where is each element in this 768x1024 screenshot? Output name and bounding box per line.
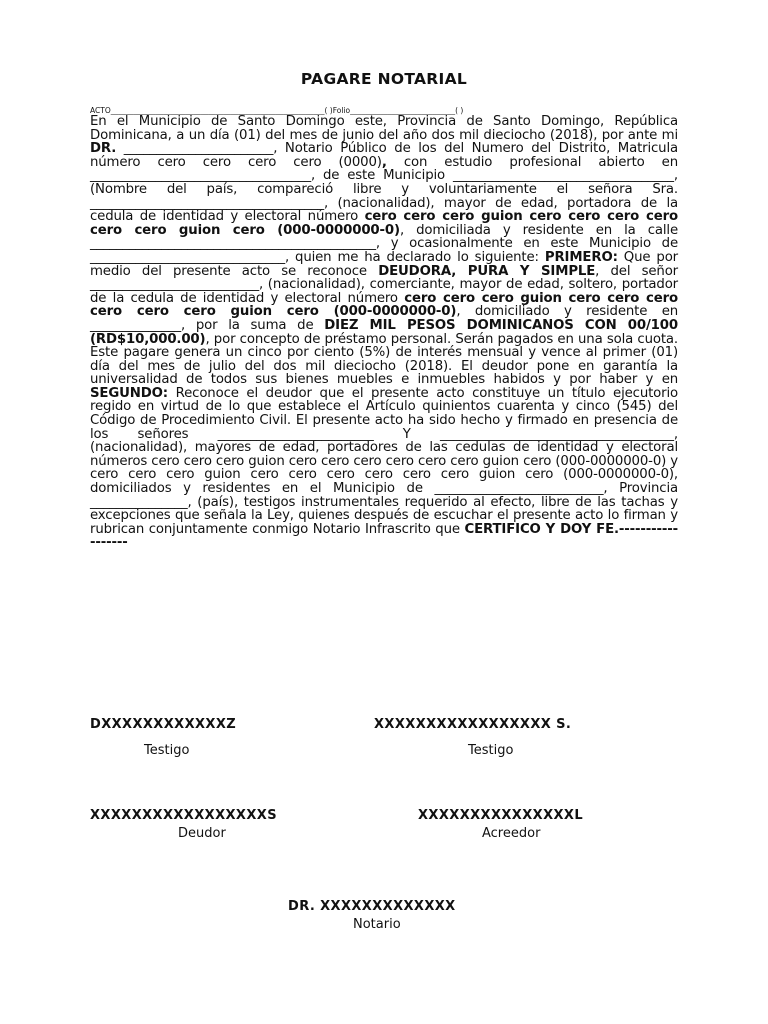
signature-witness-2 [374, 717, 572, 758]
notary-name: DR. XXXXXXXXXXXXX [288, 899, 456, 914]
notary-role: Notario [353, 917, 401, 932]
debtor-role: Deudor [178, 826, 226, 841]
signature-witness-1 [90, 717, 237, 758]
debtor-name: XXXXXXXXXXXXXXXXXS [90, 808, 277, 823]
witness-1-name: DXXXXXXXXXXXXZ [90, 717, 237, 732]
signature-debtor [90, 808, 277, 841]
document-body [90, 115, 678, 550]
creditor-role: Acreedor [482, 826, 541, 841]
signature-creditor [418, 808, 584, 841]
witness-1-role: Testigo [144, 743, 190, 758]
body-paragraph: En el Municipio de Santo Domingo este, Provincia de Santo Domingo, República Dominicana, a un día (01) del mes de junio del año dos mil dieciocho (2018), por ante mi DR. _______________________, Notario Público de los del Numero del Distrito, Matricula número cero cero cero cero (0000), con estudio profesional abierto en __________________________________, de este Municipio __________________________________, (Nombre del país, compareció libre y voluntariamente el señora Sra. ____________________________________, (nacionalidad), mayor de edad, portadora de la cedula de identidad y electoral número cero cero cero guion cero cero cero cero cero cero guion cero (000-0000000-0), domiciliada y residente en la calle ____________________________________________, y ocasionalmente en este Municipio de ______________________________, quien me ha declarado lo siguiente: PRIMERO: Que por medio del presente acto se reconoce DEUDORA, PURA Y SIMPLE, del señor __________________________, (nacionalidad), comerciante, mayor de edad, soltero, portador de la cedula de identidad y electoral número cero cero cero guion cero cero cero cero cero cero guion cero (000-0000000-0), domiciliado y residente en ______________, por la suma de DIEZ MIL PESOS DOMINICANOS CON 00/100 (RD$10,000.00), por concepto de préstamo personal. Serán pagados en una sola cuota. Este pagare genera un cinco por ciento (5%) de interés mensual y vence al primer (01) día del mes de julio del dos mil dieciocho (2018). El deudor pone en garantía la universalidad de todos sus bienes muebles e inmuebles habidos y por haber y en SEGUNDO: Reconoce el deudor que el presente acto constituye un título ejecutorio regido en virtud de lo que establece el Artículo quinientos cuarenta y cinco (545) del Código de Procedimiento Civil. El presente acto ha sido hecho y firmado en presencia de los señores ________________________ Y ____________________________________, (nacionalidad), mayores de edad, portadores de las cedulas de identidad y electoral números cero cero cero guion cero cero cero cero cero cero guion cero (000-0000000-0) y cero cero cero guion cero cero cero cero cero cero guion cero (000-0000000-0), domiciliados y residentes en el Municipio de __________________________, Provincia _______________, (país), testigos instrumentales requerido al efecto, libre de las tachas y excepciones que señala la Ley, quienes después de escuchar el presente acto lo firman y rubrican conjuntamente conmigo Notario Infrascrito que CERTIFICO Y DOY FE.------------------ [90, 114, 679, 551]
document-title: PAGARE NOTARIAL [300, 70, 468, 88]
creditor-name: XXXXXXXXXXXXXXXL [418, 808, 584, 823]
acto-folio-line: ACTO_________________________________________________________( )Folio____________________________( ) [90, 106, 464, 115]
signature-notary [288, 899, 456, 932]
witness-2-role: Testigo [468, 743, 514, 758]
witness-2-name: XXXXXXXXXXXXXXXXX S. [374, 717, 572, 732]
